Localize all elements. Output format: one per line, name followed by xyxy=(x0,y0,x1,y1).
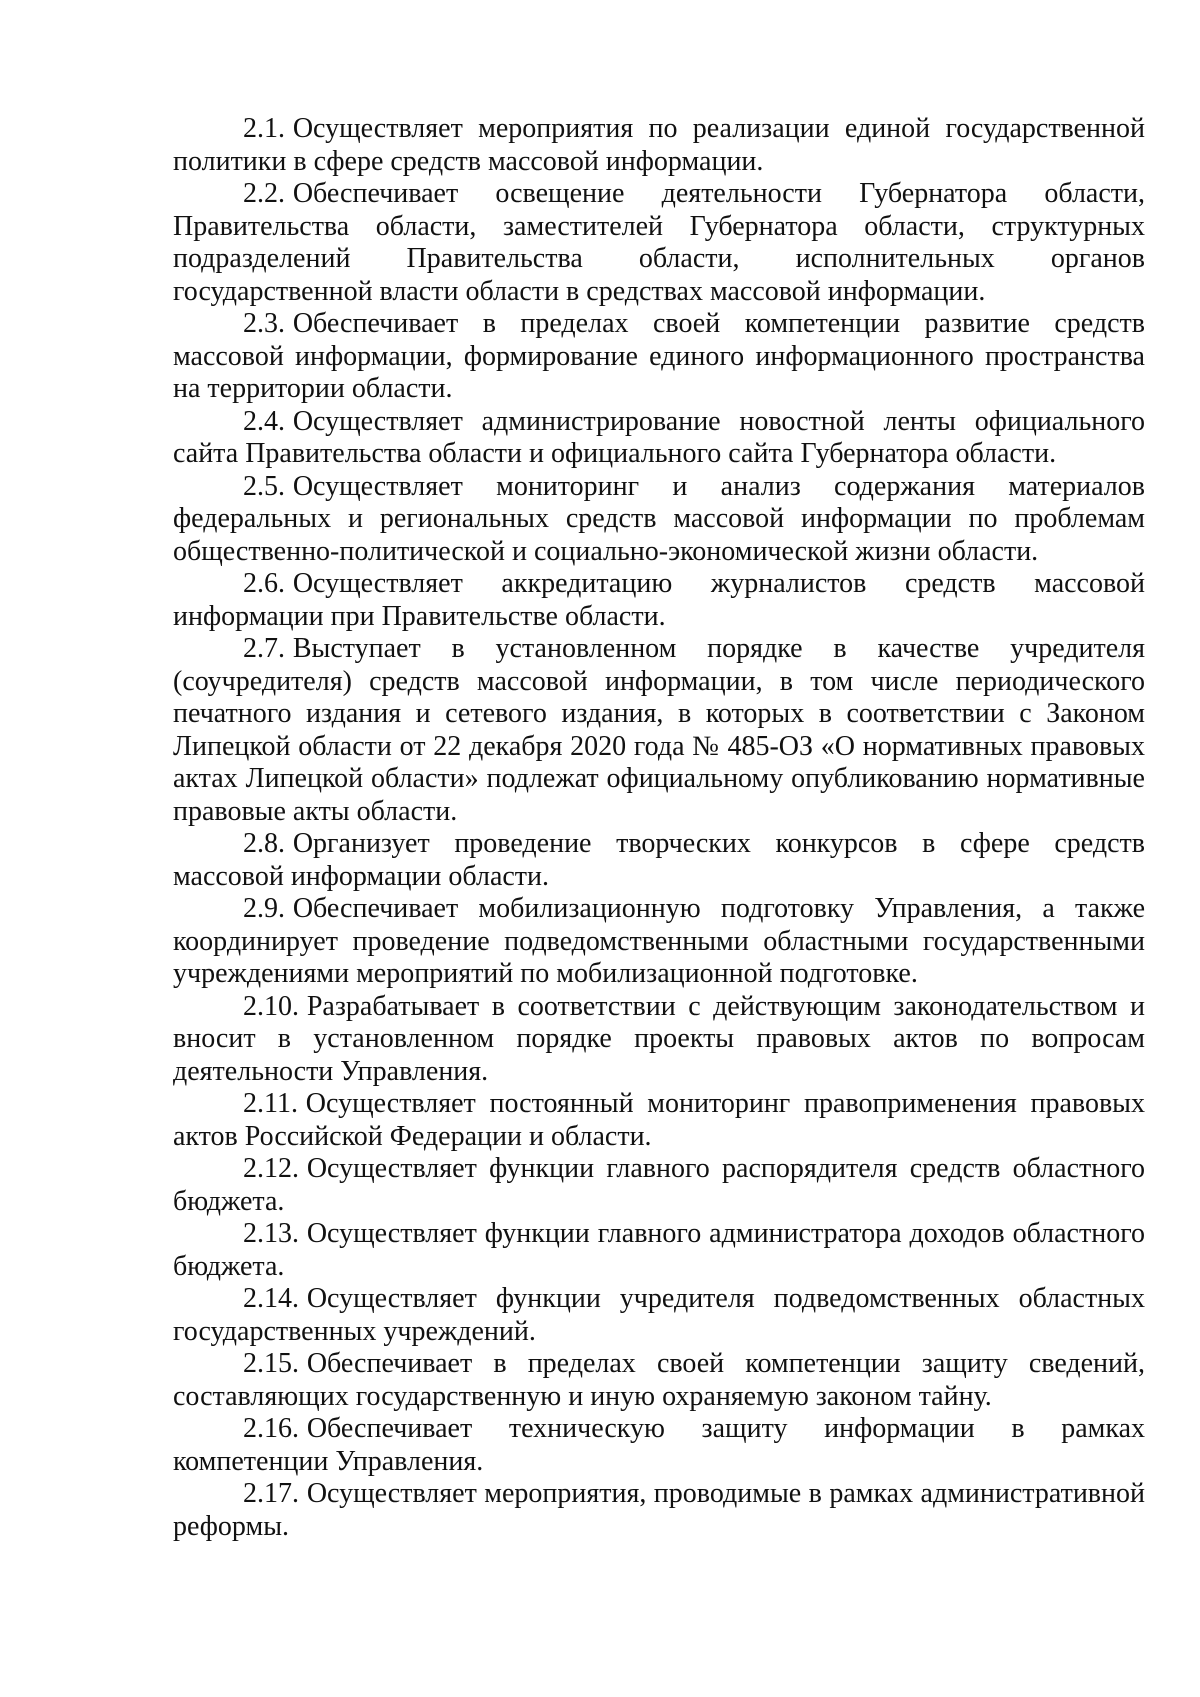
paragraph-2-11 xyxy=(173,1088,1145,1153)
paragraph-text: Обеспечивает освещение деятельности Губернатора области, Правительства области, заместителей Губернатора области, структурных подразделений Правительства области, исполнительных органов государственной власти области в средствах массовой информации. xyxy=(173,178,1145,307)
paragraph-number: 2.17. xyxy=(243,1478,299,1509)
paragraph-2-5 xyxy=(173,471,1145,569)
paragraph-text: Обеспечивает мобилизационную подготовку Управления, а также координирует проведение подведомственными областными государственными учреждениями мероприятий по мобилизационной подготовке. xyxy=(173,893,1145,989)
paragraph-2-16 xyxy=(173,1413,1145,1478)
paragraph-text: Осуществляет функции главного администратора доходов областного бюджета. xyxy=(173,1218,1145,1282)
document-body xyxy=(173,113,1145,1543)
paragraph-number: 2.11. xyxy=(243,1088,298,1119)
paragraph-number: 2.8. xyxy=(243,828,285,859)
paragraph-text: Осуществляет администрирование новостной ленты официального сайта Правительства области и официального сайта Губернатора области. xyxy=(173,405,1145,469)
paragraph-number: 2.12. xyxy=(243,1153,299,1184)
paragraph-text: Осуществляет аккредитацию журналистов средств массовой информации при Правительстве области. xyxy=(173,568,1145,632)
paragraph-2-6 xyxy=(173,568,1145,633)
paragraph-2-10 xyxy=(173,991,1145,1089)
paragraph-2-15 xyxy=(173,1348,1145,1413)
paragraph-2-12 xyxy=(173,1153,1145,1218)
paragraph-number: 2.10. xyxy=(243,990,299,1022)
paragraph-text: Осуществляет мониторинг и анализ содержания материалов федеральных и региональных средств массовой информации по проблемам общественно-политической и социально-экономической жизни области. xyxy=(173,470,1145,567)
paragraph-number: 2.2. xyxy=(243,178,285,209)
paragraph-text: Разрабатывает в соответствии с действующим законодательством и вносит в установленном порядке проекты правовых актов по вопросам деятельности Управления. xyxy=(173,990,1145,1087)
paragraph-text: Организует проведение творческих конкурсов в сфере средств массовой информации области. xyxy=(173,828,1145,892)
paragraph-text: Осуществляет функции главного распорядителя средств областного бюджета. xyxy=(173,1153,1145,1217)
paragraph-2-2 xyxy=(173,178,1145,308)
paragraph-2-8 xyxy=(173,828,1145,893)
paragraph-number: 2.13. xyxy=(243,1218,299,1249)
paragraph-number: 2.3. xyxy=(243,308,285,339)
paragraph-number: 2.1. xyxy=(243,113,285,144)
paragraph-2-4 xyxy=(173,406,1145,471)
paragraph-text: Осуществляет мероприятия, проводимые в рамках административной реформы. xyxy=(173,1478,1145,1542)
paragraph-2-3 xyxy=(173,308,1145,406)
paragraph-number: 2.4. xyxy=(243,405,285,437)
paragraph-2-9 xyxy=(173,893,1145,991)
paragraph-number: 2.9. xyxy=(243,893,285,924)
paragraph-text: Обеспечивает техническую защиту информации в рамках компетенции Управления. xyxy=(173,1413,1145,1477)
paragraph-number: 2.16. xyxy=(243,1413,299,1444)
paragraph-2-13 xyxy=(173,1218,1145,1283)
paragraph-number: 2.5. xyxy=(243,470,285,502)
paragraph-text: Обеспечивает в пределах своей компетенции защиту сведений, составляющих государственную и иную охраняемую законом тайну. xyxy=(173,1348,1145,1412)
paragraph-2-7 xyxy=(173,633,1145,828)
paragraph-number: 2.14. xyxy=(243,1283,299,1314)
paragraph-2-1 xyxy=(173,113,1145,178)
paragraph-text: Осуществляет функции учредителя подведомственных областных государственных учреждений. xyxy=(173,1283,1145,1347)
paragraph-number: 2.7. xyxy=(243,633,285,664)
paragraph-2-14 xyxy=(173,1283,1145,1348)
paragraph-text: Выступает в установленном порядке в качестве учредителя (соучредителя) средств массовой информации, в том числе периодического печатного издания и сетевого издания, в которых в соответствии с Законом Липецкой области от 22 декабря 2020 года № 485-ОЗ «О нормативных правовых актах Липецкой области» подлежат официальному опубликованию нормативные правовые акты области. xyxy=(173,633,1145,827)
paragraph-text: Осуществляет мероприятия по реализации единой государственной политики в сфере средств массовой информации. xyxy=(173,113,1145,177)
paragraph-number: 2.6. xyxy=(243,568,285,599)
paragraph-text: Обеспечивает в пределах своей компетенции развитие средств массовой информации, формирование единого информационного пространства на территории области. xyxy=(173,308,1145,404)
paragraph-text: Осуществляет постоянный мониторинг правоприменения правовых актов Российской Федерации и области. xyxy=(173,1088,1145,1152)
paragraph-number: 2.15. xyxy=(243,1348,299,1379)
paragraph-2-17 xyxy=(173,1478,1145,1543)
